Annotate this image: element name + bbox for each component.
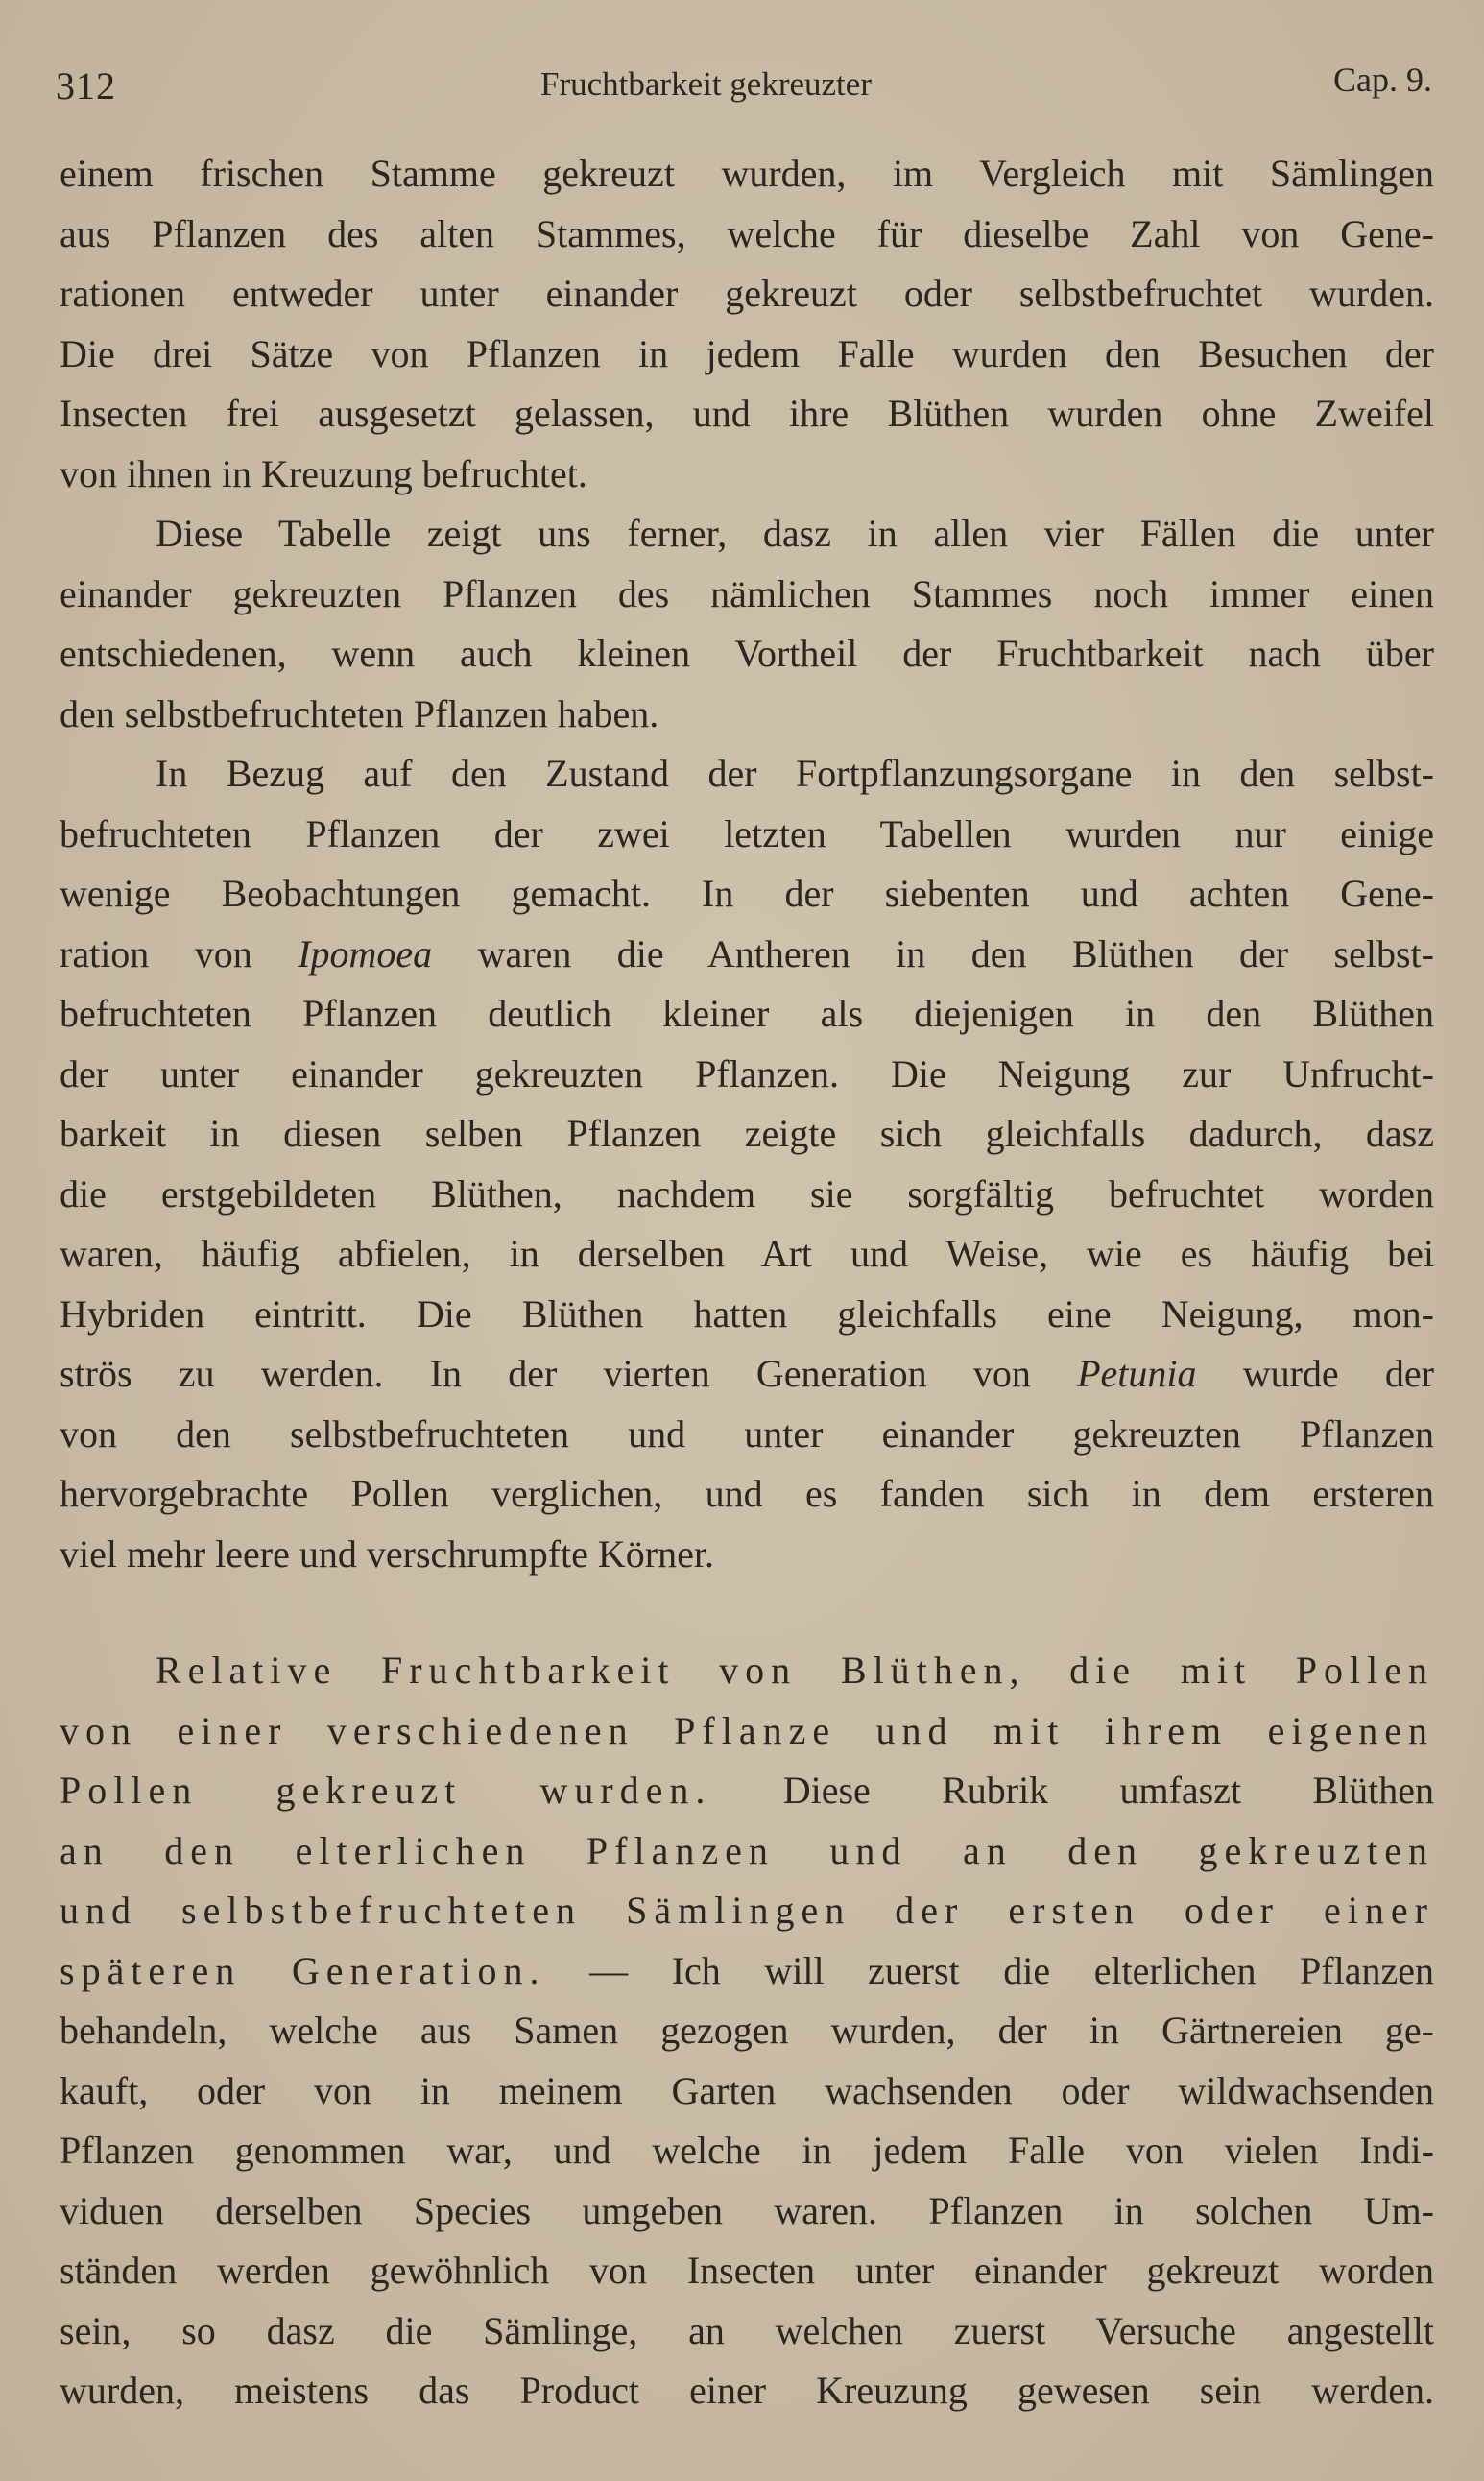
italic-term: Ipomoea (298, 931, 433, 976)
chapter-label: Cap. 9. (1333, 60, 1432, 99)
paragraph (60, 144, 1434, 504)
text-line: entschiedenen, wenn auch kleinen Vortheil der Fruchtbarkeit nach über (60, 632, 1434, 675)
text-line: Pflanzen genommen war, und welche in jedem Falle von vielen Indi- (60, 2129, 1434, 2172)
section-heading-line: Relative Fruchtbarkeit von Blüthen, die mit Pollen (156, 1649, 1434, 1692)
text-line: die erstgebildeten Blüthen, nachdem sie sorgfältig befruchtet worden (60, 1171, 1434, 1216)
text-line: Insecten frei ausgesetzt gelassen, und ihre Blüthen wurden ohne Zweifel (60, 392, 1434, 435)
text-line: barkeit in diesen selben Pflanzen zeigte sich gleichfalls dadurch, dasz (60, 1112, 1434, 1155)
text-line: ration von Ipomoea waren die Antheren in den Blüthen der selbst- (60, 931, 1434, 976)
text-line: ständen werden gewöhnlich von Insecten unter einander gekreuzt worden (60, 2249, 1434, 2292)
page-body (60, 144, 1434, 2421)
text-line: strös zu werden. In der vierten Generation von Petunia wurde der (60, 1352, 1434, 1395)
text-line: den selbstbefruchteten Pflanzen haben. (60, 691, 659, 735)
page-header (56, 60, 1432, 117)
text-line: Diese Tabelle zeigt uns ferner, dasz in allen vier Fällen die unter (156, 512, 1434, 555)
section-heading-fragment: Pollen gekreuzt wurden. (60, 1769, 712, 1812)
text-line: an den elterlichen Pflanzen und an den gekreuzten (60, 1828, 1434, 1872)
text-fragment: — Ich will zuerst die elterlichen Pflanzen (589, 1948, 1434, 1992)
text-line (60, 1761, 1434, 1821)
text-line: aus Pflanzen des alten Stammes, welche für dieselbe Zahl von Gene- (60, 211, 1434, 255)
text-line: Die drei Sätze von Pflanzen in jedem Falle wurden den Besuchen der (60, 331, 1434, 375)
text-line: rationen entweder unter einander gekreuzt oder selbstbefruchtet wurden. (60, 272, 1434, 315)
text-fragment: Diese Rubrik umfaszt Blüthen (782, 1769, 1435, 1812)
text-line: der unter einander gekreuzten Pflanzen. Die Neigung zur Unfrucht- (60, 1051, 1434, 1096)
section-heading-line: von einer verschiedenen Pflanze und mit ihrem eigenen (60, 1708, 1434, 1752)
text-fragment: späteren Generation. (60, 1948, 546, 1992)
text-line (60, 1941, 1434, 2002)
paragraph (60, 504, 1434, 744)
text-line: einem frischen Stamme gekreuzt wurden, im Vergleich mit Sämlingen (60, 152, 1434, 195)
text-line: sein, so dasz die Sämlinge, an welchen zuerst Versuche angestellt (60, 2308, 1434, 2352)
text-line: In Bezug auf den Zustand der Fortpflanzungsorgane in den selbst- (156, 752, 1434, 795)
text-line: wurden, meistens das Product einer Kreuzung gewesen sein werden. (60, 2369, 1434, 2412)
paragraph-gap (60, 1584, 1434, 1641)
text-line: waren, häufig abfielen, in derselben Art und Weise, wie es häufig bei (60, 1232, 1434, 1275)
text-line: von ihnen in Kreuzung befruchtet. (60, 451, 587, 495)
text-line: viduen derselben Species umgeben waren. Pflanzen in solchen Um- (60, 2188, 1434, 2232)
text-line: befruchteten Pflanzen deutlich kleiner als diejenigen in den Blüthen (60, 992, 1434, 1035)
text-line: von den selbstbefruchteten und unter einander gekreuzten Pflanzen (60, 1411, 1434, 1456)
section-paragraph (60, 1641, 1434, 2421)
text-line: Hybriden eintritt. Die Blüthen hatten gleichfalls eine Neigung, mon- (60, 1291, 1434, 1336)
text-line: und selbstbefruchteten Sämlingen der ersten oder einer (60, 1889, 1434, 1932)
italic-term: Petunia (1077, 1352, 1197, 1395)
page-number: 312 (56, 64, 116, 108)
text-line: kauft, oder von in meinem Garten wachsenden oder wildwachsenden (60, 2068, 1434, 2112)
running-title: Fruchtbarkeit gekreuzter (540, 65, 872, 103)
text-line: hervorgebrachte Pollen verglichen, und es fanden sich in dem ersteren (60, 1472, 1434, 1515)
text-line: behandeln, welche aus Samen gezogen wurden, der in Gärtnereien ge- (60, 2009, 1434, 2052)
text-line: viel mehr leere und verschrumpfte Körner. (60, 1531, 714, 1576)
paragraph (60, 744, 1434, 1584)
text-line: befruchteten Pflanzen der zwei letzten Tabellen wurden nur einige (60, 811, 1434, 855)
text-line: einander gekreuzten Pflanzen des nämlichen Stammes noch immer einen (60, 571, 1434, 615)
text-line: wenige Beobachtungen gemacht. In der siebenten und achten Gene- (60, 872, 1434, 915)
